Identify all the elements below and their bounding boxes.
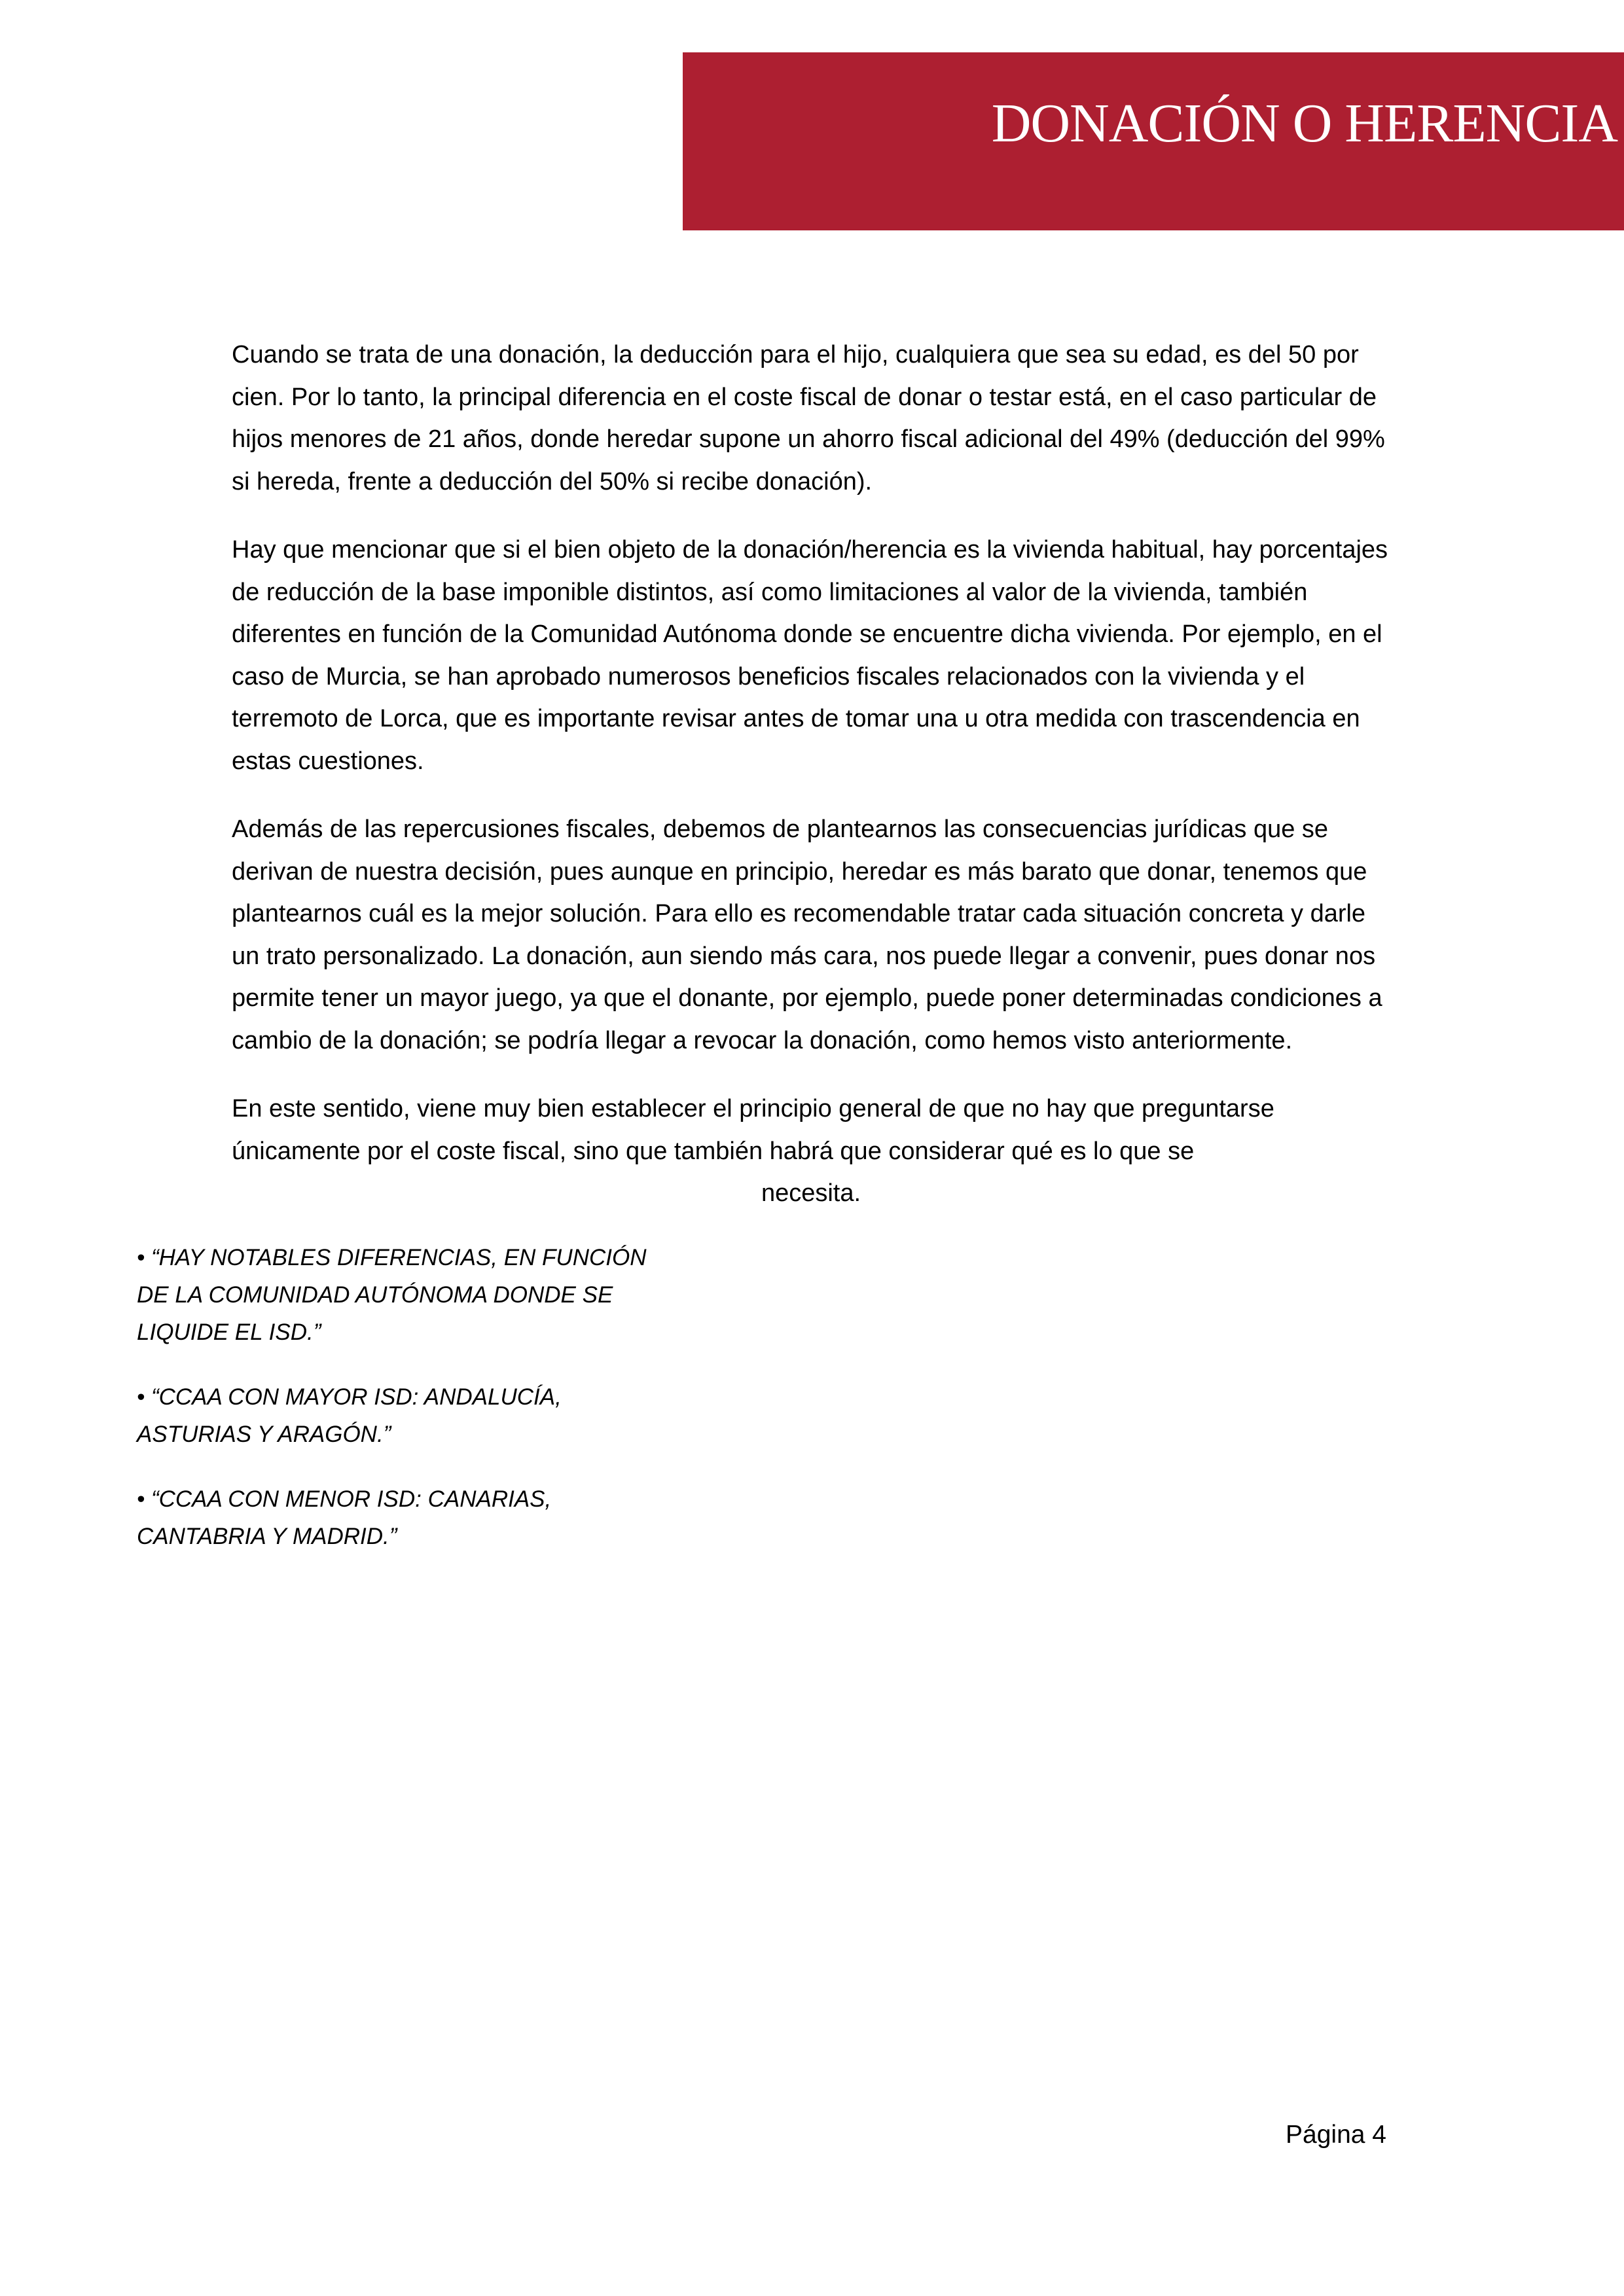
body-text	[232, 334, 1390, 1215]
pullquote-item: • “CCAA CON MAYOR ISD: ANDALUCÍA, ASTURIAS Y ARAGÓN.”	[137, 1384, 562, 1447]
document-title: DONACIÓN O HERENCIA	[991, 93, 1617, 154]
pullquote-item: • “HAY NOTABLES DIFERENCIAS, EN FUNCIÓN DE LA COMUNIDAD AUTÓNOMA DONDE SE LIQUIDE EL ISD.”	[137, 1245, 647, 1345]
pullquote-item: • “CCAA CON MENOR ISD: CANARIAS, CANTABRIA Y MADRID.”	[137, 1486, 552, 1549]
paragraph-3: Además de las repercusiones fiscales, debemos de plantearnos las consecuencias jurídicas que se derivan de nuestra decisión, pues aunque en principio, heredar es más barato que donar, tenemos que plantearnos cuál es la mejor solución. Para ello es recomendable tratar cada situación concreta y darle un trato personalizado. La donación, aun siendo más cara, nos puede llegar a convenir, pues donar nos permite tener un mayor juego, ya que el donante, por ejemplo, puede poner determinadas condiciones a cambio de la donación; se podría llegar a revocar la donación, como hemos visto anteriormente.	[232, 816, 1382, 1054]
page-number: Página 4	[1286, 2121, 1386, 2149]
paragraph-4-last-line: necesita.	[761, 1179, 861, 1207]
paragraph-2: Hay que mencionar que si el bien objeto de la donación/herencia es la vivienda habitual, hay porcentajes de reducción de la base imponible distintos, así como limitaciones al valor de la vivienda, también diferentes en función de la Comunidad Autónoma donde se encuentre dicha vivienda. Por ejemplo, en el caso de Murcia, se han aprobado numerosos beneficios fiscales relacionados con la vivienda y el terremoto de Lorca, que es importante revisar antes de tomar una u otra medida con trascendencia en estas cuestiones.	[232, 536, 1388, 775]
paragraph-1: Cuando se trata de una donación, la deducción para el hijo, cualquiera que sea su edad, es del 50 por cien. Por lo tanto, la principal diferencia en el coste fiscal de donar o testar está, en el caso particular de hijos menores de 21 años, donde heredar supone un ahorro fiscal adicional del 49% (deducción del 99% si hereda, frente a deducción del 50% si recibe donación).	[232, 341, 1385, 495]
header-band	[683, 52, 1624, 230]
pullquote-list	[137, 1239, 647, 1583]
paragraph-4: En este sentido, viene muy bien establecer el principio general de que no hay que preguntarse únicamente por el coste fiscal, sino que también habrá que considerar qué es lo que se	[232, 1095, 1274, 1165]
